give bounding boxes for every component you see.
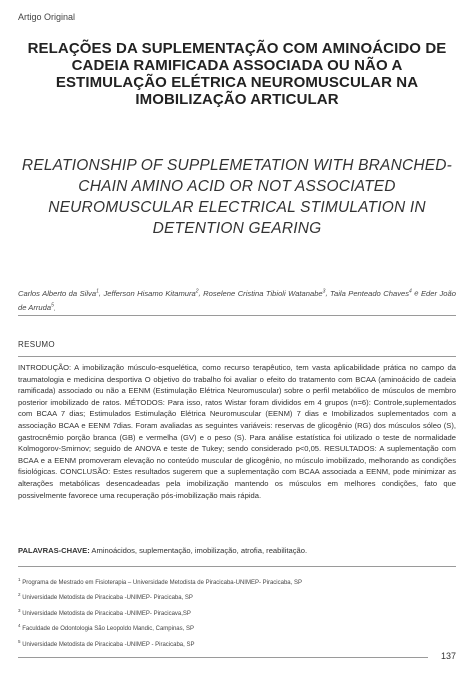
author-list: Carlos Alberto da Silva$^1$, Jefferson Hisamo Kitamura$^2$, Roselene Cristina Tibioli Watanabe$^3$, Taila Penteado Chaves$^4$ e Eder João de Arruda$^5$. xyxy=(18,288,456,313)
abstract-body: INTRODUÇÃO: A imobilização músculo-esquelética, como recurso terapêutico, tem vasta aplicabilidade prática no campo da traumatologia e medicina desportiva O objetivo do trabalho foi avaliar o efeito do tratamento com BCAA (aminoácido de cadeia ramificada) associado ou não a EENM (Estimulação Elétrica Neuromuscular) sobre o perfil metabólico de músculos de membro posterior imobilizado de ratos. MÉTODOS: Para isso, ratos Wistar foram divididos em 4 grupos (n=6): Controle,suplementados com BCAA 7 dias; Estimulados Estimulação Elétrica Neuromuscular (EENM) 7 dias e Imobilizados suplementados com a associação BCAA e EENM 7dias. Foram avaliadas as seguintes variáveis: reservas de glicogênio (RG) dos músculos sóleo (S), gastrocnêmio porção branca (GB) e vermelha (GV) e o peso (S). Para análise estatística foi utilizado o teste de normalidade Kolmogorov-Smirnov; seguido de ANOVA e teste de Tukey; sendo considerado p<0,05. RESULTADOS: A suplementação com BCAA e a EENM promoveram elevação no conteúdo muscular de glicogênio, no músculo imobilizado, melhorando as condições fisiológicas. CONCLUSÃO: Estes resultados sugerem que a suplementação com BCAA associada a EENM, pode minimizar as alterações metabólicas desencadeadas pela imobilização mantendo os músculos em melhores condições, fato que possivelmente favorece uma recuperação pós-imobilização mais rápida. xyxy=(18,363,456,500)
footer-rule xyxy=(18,657,428,658)
keywords-label: PALAVRAS-CHAVE: xyxy=(18,546,90,555)
author: Roselene Cristina Tibioli Watanabe$^3$ xyxy=(203,288,326,298)
footnote: $^3$ Universidade Metodista de Piracicaba -UNIMEP- Piracicava,SP xyxy=(18,607,191,617)
title-portuguese: RELAÇÕES DA SUPLEMENTAÇÃO COM AMINOÁCIDO DE CADEIA RAMIFICADA ASSOCIADA OU NÃO A ESTIMULAÇÃO ELÉTRICA NEUROMUSCULAR NA IMOBILIZAÇÃO ARTICULAR xyxy=(27,40,447,108)
title-english: RELATIONSHIP OF SUPPLEMETATION WITH BRANCHED-CHAIN AMINO ACID OR NOT ASSOCIATED NEUROMUSCULAR ELECTRICAL STIMULATION IN DETENTION GEARING xyxy=(21,157,453,237)
footnote: $^1$ Programa de Mestrado em Fisioterapia – Universidade Metodista de Piracicaba-UNIMEP- Piracicaba, SP xyxy=(18,577,302,586)
footnote: $^5$ Universidade Metodista de Piracicaba -UNIMEP - Piracicaba, SP xyxy=(18,638,195,648)
page-number: 137 xyxy=(440,651,456,661)
author: Carlos Alberto da Silva$^1$ xyxy=(18,288,99,298)
author: Eder João de Arruda$^5$ xyxy=(18,288,456,313)
divider xyxy=(18,356,456,357)
divider xyxy=(18,566,456,567)
footnote: $^2$ Universidade Metodista de Piracicaba -UNIMEP- Piracicaba, SP xyxy=(18,592,193,602)
footnotes xyxy=(18,574,456,651)
author: Jefferson Hisamo Kitamura$^2$ xyxy=(103,288,199,298)
section-label: Artigo Original xyxy=(18,12,76,22)
footnote: $^4$ Faculdade de Odontologia São Leopoldo Mandic, Campinas, SP xyxy=(18,623,194,633)
keywords xyxy=(18,545,456,557)
divider xyxy=(18,315,456,316)
keywords-text: Aminoácidos, suplementação, imobilização, atrofia, reabilitação. xyxy=(91,546,308,555)
author: Taila Penteado Chaves$^4$ xyxy=(330,288,412,298)
abstract-heading: RESUMO xyxy=(18,340,55,349)
